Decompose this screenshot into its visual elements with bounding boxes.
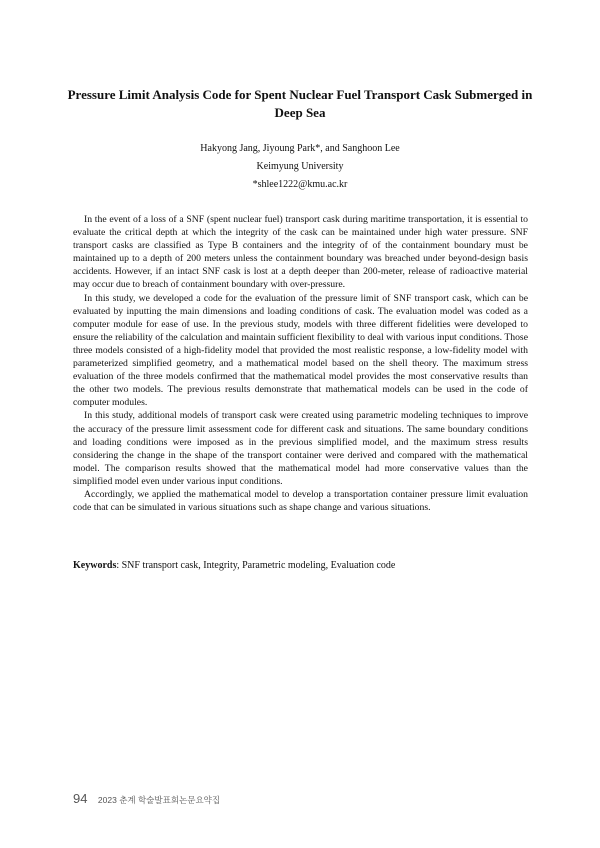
- abstract-paragraph-4: Accordingly, we applied the mathematical model to develop a transportation container pressure limit evaluation code that can be simulated in various situations such as shape change and various situations.: [73, 488, 528, 514]
- keywords-line: [73, 560, 528, 571]
- affiliation: Keimyung University: [256, 161, 344, 172]
- abstract-body: [73, 213, 528, 514]
- corresponding-email: *shlee1222@kmu.ac.kr: [252, 179, 348, 190]
- paper-title: Pressure Limit Analysis Code for Spent Nuclear Fuel Transport Cask Submerged in Deep Sea: [67, 87, 533, 120]
- abstract-paragraph-2: In this study, we developed a code for the evaluation of the pressure limit of SNF transport cask, which can be evaluated by inputting the main dimensions and loading conditions of cask. The evaluation model was coded as a computer module for ease of use. In the previous study, models with three different fidelities were developed to ensure the reliability of the calculation and maintain sufficient flexibility to deal with various input conditions. Those three models consisted of a high-fidelity model that provided the most realistic response, a low-fidelity model with parameterized simplified geometry, and a mathematical model based on the shell theory. The maximum stress evaluation of the three models confirmed that the mathematical model provides the most conservative results than the other two models. The previous results demonstrate that mathematical models can be used in the code of computer modules.: [73, 292, 528, 409]
- page-number: 94: [73, 791, 88, 806]
- abstract-paragraph-1: In the event of a loss of a SNF (spent nuclear fuel) transport cask during maritime transportation, it is essential to evaluate the critical depth at which the integrity of the cask can be maintained under high water pressure. SNF transport casks are classified as Type B containers and the integrity of of the containment boundary must be maintained up to a depth of 200 meters unless the containment boundary was breached under beyond-design basis accidents. However, if an intact SNF cask is lost at a depth deeper than 200-meter, release of radioactive material may occur due to breach of containment boundary with over-pressure.: [73, 214, 528, 291]
- keywords-label: Keywords: [73, 560, 117, 571]
- conference-name: 2023 춘계 학술발표회논문요약집: [97, 795, 221, 805]
- author-list: Hakyong Jang, Jiyoung Park*, and Sanghoon Lee: [200, 143, 400, 154]
- keywords-text: : SNF transport cask, Integrity, Parametric modeling, Evaluation code: [116, 560, 396, 571]
- page-footer: [73, 790, 220, 808]
- abstract-paragraph-3: In this study, additional models of transport cask were created using parametric modeling techniques to improve the accuracy of the pressure limit assessment code for different cask and situations. The same boundary conditions and loading conditions were imposed as in the previous simplified model, and the maximum stress results considering the change in the shape of the transport container were derived and compared with the mathematical model. The comparison results showed that the mathematical model had more conservative values than the simplified model even under various input conditions.: [73, 410, 528, 487]
